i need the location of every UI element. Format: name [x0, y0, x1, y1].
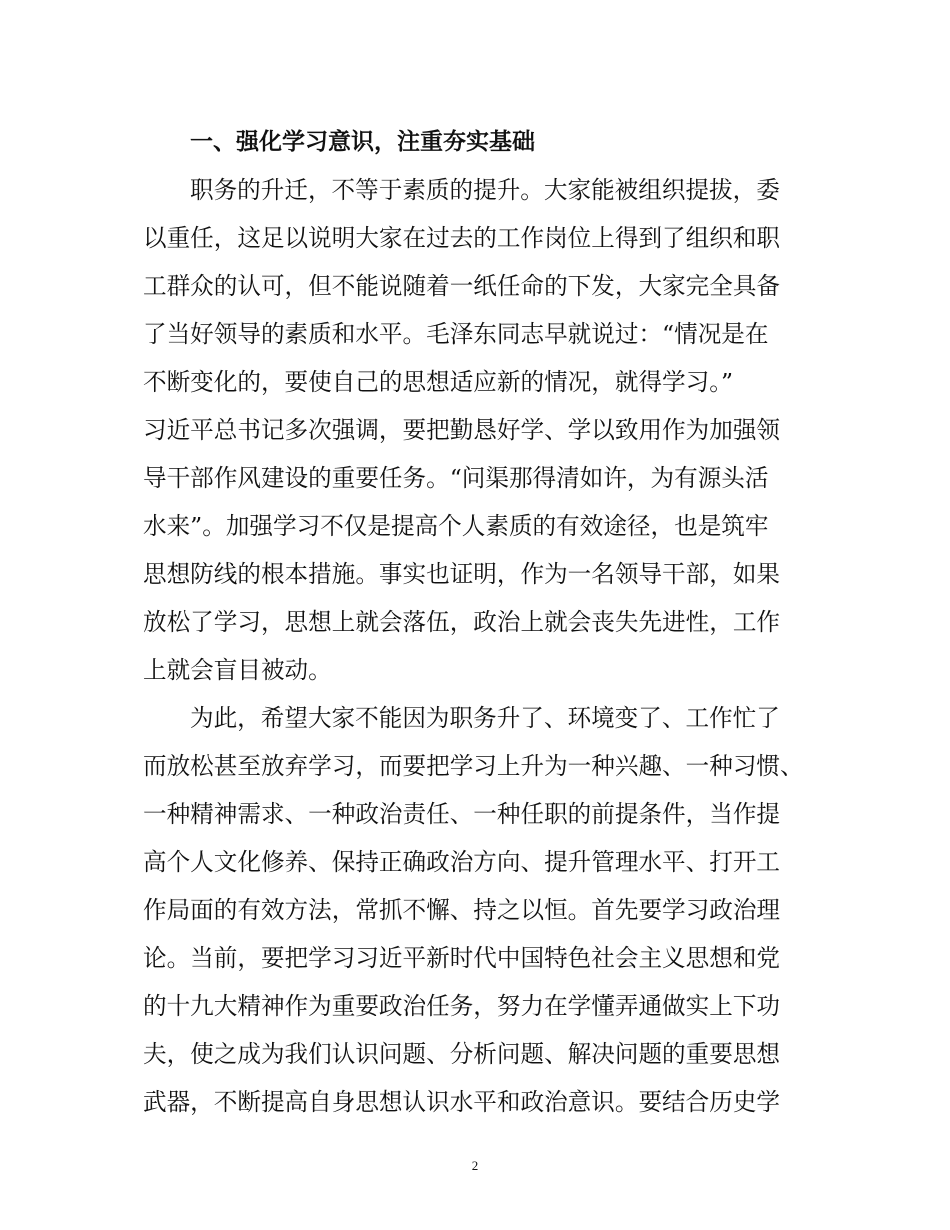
paragraph-1-line: 以重任，这足以说明大家在过去的工作岗位上得到了组织和职: [143, 224, 781, 252]
paragraph-1-line: 思想防线的根本措施。事实也证明，作为一名领导干部，如果: [143, 560, 781, 588]
paragraph-2-line: 一种精神需求、一种政治责任、一种任职的前提条件，当作提: [143, 800, 781, 828]
paragraph-2-line: 武器，不断提高自身思想认识水平和政治意识。要结合历史学: [143, 1088, 781, 1116]
paragraph-1-line: 放松了学习，思想上就会落伍，政治上就会丧失先进性，工作: [143, 608, 781, 636]
paragraph-1-line: 不断变化的，要使自己的思想适应新的情况，就得学习。”: [143, 368, 734, 396]
paragraph-2-line: 作局面的有效方法，常抓不懈、持之以恒。首先要学习政治理: [143, 896, 781, 924]
page-number: 2: [471, 1158, 479, 1173]
paragraph-1-line: 水来”。加强学习不仅是提高个人素质的有效途径，也是筑牢: [143, 512, 769, 540]
paragraph-2-line: 而放松甚至放弃学习，而要把学习上升为一种兴趣、一种习惯、: [143, 752, 804, 780]
paragraph-2-line: 高个人文化修养、保持正确政治方向、提升管理水平、打开工: [143, 848, 781, 876]
paragraph-1-line: 职务的升迁，不等于素质的提升。大家能被组织提拔，委: [190, 176, 780, 204]
paragraph-2-line: 为此，希望大家不能因为职务升了、环境变了、工作忙了: [190, 704, 780, 732]
paragraph-1-line: 习近平总书记多次强调，要把勤恳好学、学以致用作为加强领: [143, 416, 781, 444]
paragraph-1-line: 导干部作风建设的重要任务。“问渠那得清如许，为有源头活: [143, 464, 769, 492]
paragraph-2-line: 的十九大精神作为重要政治任务，努力在学懂弄通做实上下功: [143, 992, 781, 1020]
section-heading: 一、强化学习意识，注重夯实基础: [190, 129, 535, 155]
paragraph-1-line: 了当好领导的素质和水平。毛泽东同志早就说过：“情况是在: [143, 320, 769, 348]
paragraph-2-line: 论。当前，要把学习习近平新时代中国特色社会主义思想和党: [143, 944, 781, 972]
paragraph-1-line: 上就会盲目被动。: [143, 656, 332, 684]
paragraph-2-line: 夫，使之成为我们认识问题、分析问题、解决问题的重要思想: [143, 1040, 781, 1068]
paragraph-1-line: 工群众的认可，但不能说随着一纸任命的下发，大家完全具备: [143, 272, 781, 300]
